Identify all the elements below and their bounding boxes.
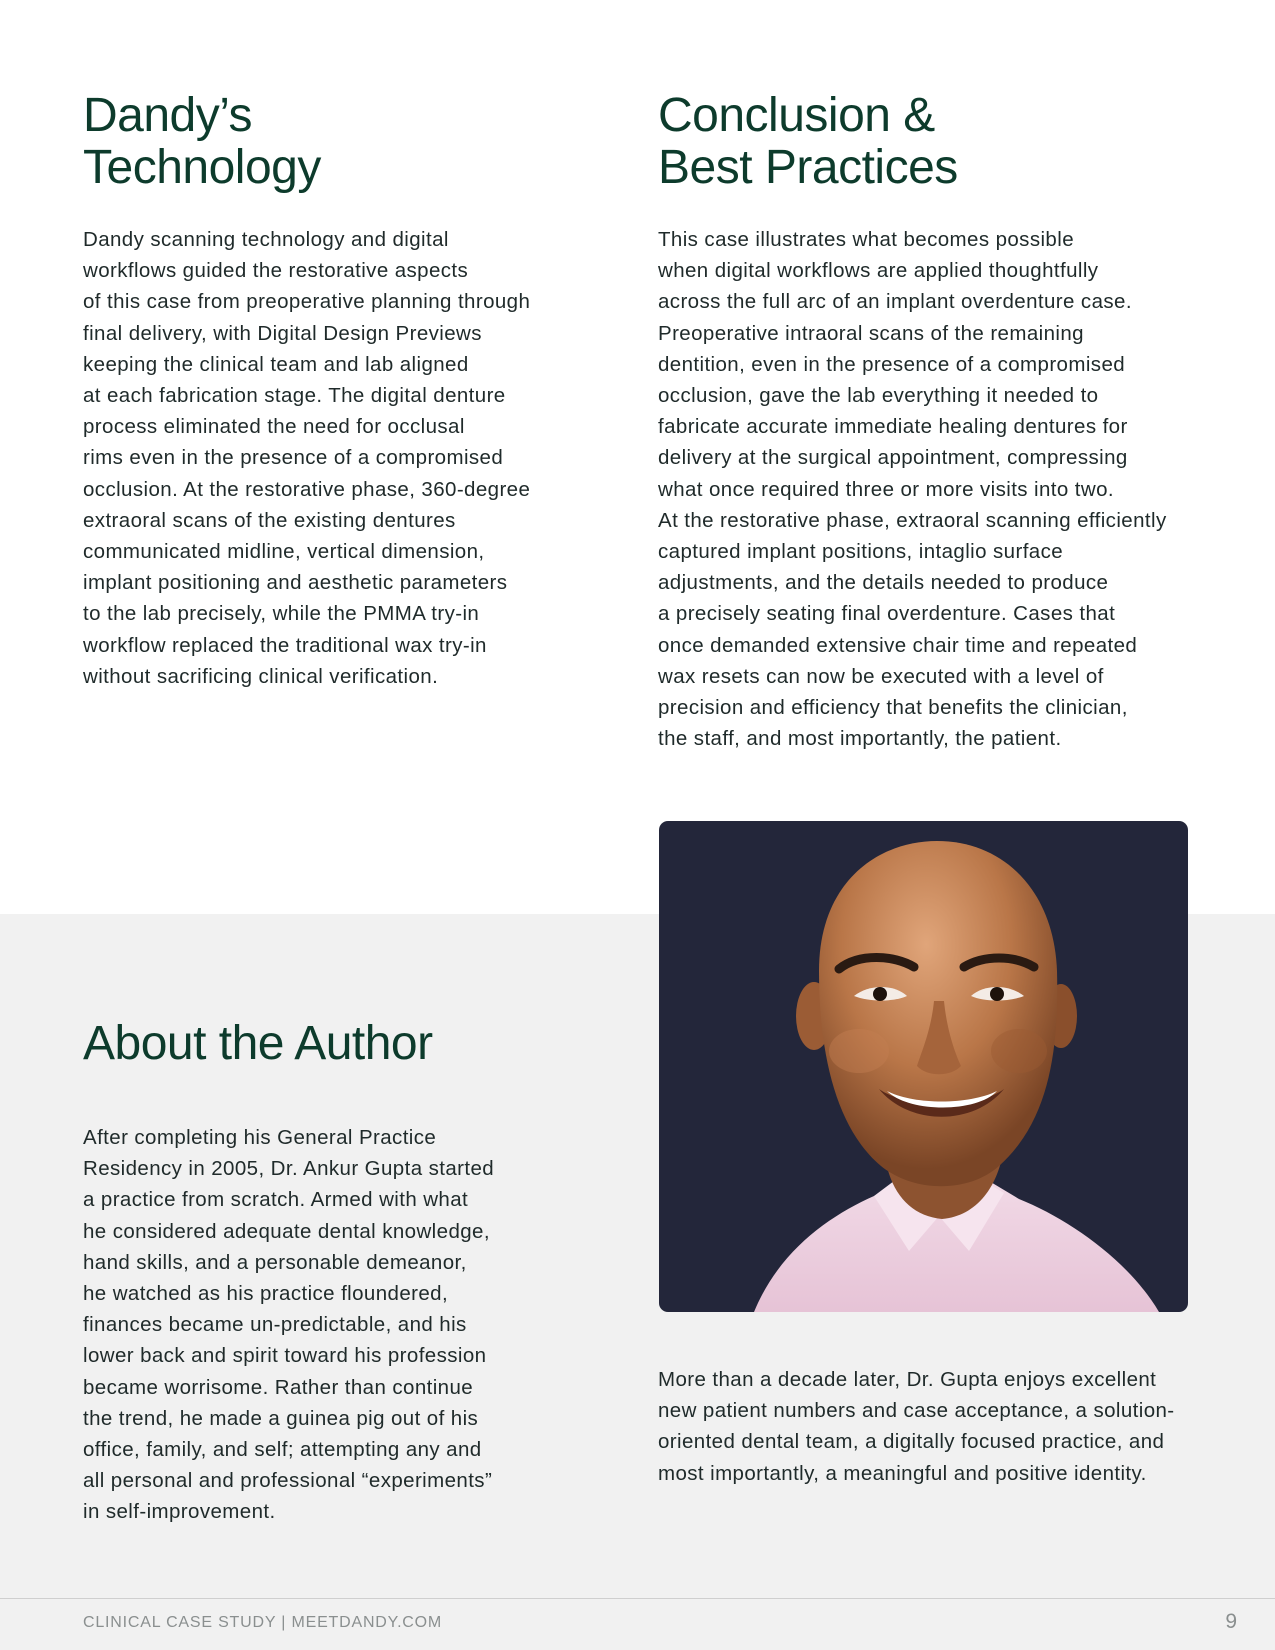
technology-heading: Dandy’s Technology <box>83 89 321 194</box>
author-outcome-paragraph: More than a decade later, Dr. Gupta enjoys excellent new patient numbers and case acceptance, a solution- oriented dental team, a digitally focused practice, and most importantly, a meaningful and positive identity. <box>658 1368 1175 1485</box>
about-author-heading: About the Author <box>83 1017 433 1070</box>
footer-divider <box>0 1598 1275 1599</box>
page-number: 9 <box>1225 1610 1237 1633</box>
conclusion-paragraph: This case illustrates what becomes possible when digital workflows are applied thoughtfully across the full arc of an implant overdenture case. Preoperative intraoral scans of the remaining dentition, even in the presence of a compromised occlusion, gave the lab everything it needed to fabricate accurate immediate healing dentures for delivery at the surgical appointment, compressing what once required three or more visits into two. At the restorative phase, extraoral scanning efficiently captured implant positions, intaglio surface adjustments, and the details needed to produce a precisely seating final overdenture. Cases that once demanded extensive chair time and repeated wax resets can now be executed with a level of precision and efficiency that benefits the clinician, the staff, and most importantly, the patient. <box>658 228 1167 751</box>
footer-label: CLINICAL CASE STUDY | MEETDANDY.COM <box>83 1614 443 1631</box>
conclusion-heading: Conclusion & Best Practices <box>658 89 958 194</box>
author-photo <box>659 821 1188 1312</box>
technology-paragraph: Dandy scanning technology and digital workflows guided the restorative aspects of this case from preoperative planning through final delivery, with Digital Design Previews keeping the clinical team and lab aligned at each fabrication stage. The digital denture process eliminated the need for occlusal rims even in the presence of a compromised occlusion. At the restorative phase, 360-degree extraoral scans of the existing dentures communicated midline, vertical dimension, implant positioning and aesthetic parameters to the lab precisely, while the PMMA try-in workflow replaced the traditional wax try-in without sacrificing clinical verification. <box>83 228 531 688</box>
author-bio-paragraph: After completing his General Practice Residency in 2005, Dr. Ankur Gupta started a practice from scratch. Armed with what he considered adequate dental knowledge, hand skills, and a personable demeanor, he watched as his practice floundered, finances became un-predictable, and his lower back and spirit toward his profession became worrisome. Rather than continue the trend, he made a guinea pig out of his office, family, and self; attempting any and all personal and professional “experiments” in self-improvement. <box>83 1126 495 1524</box>
